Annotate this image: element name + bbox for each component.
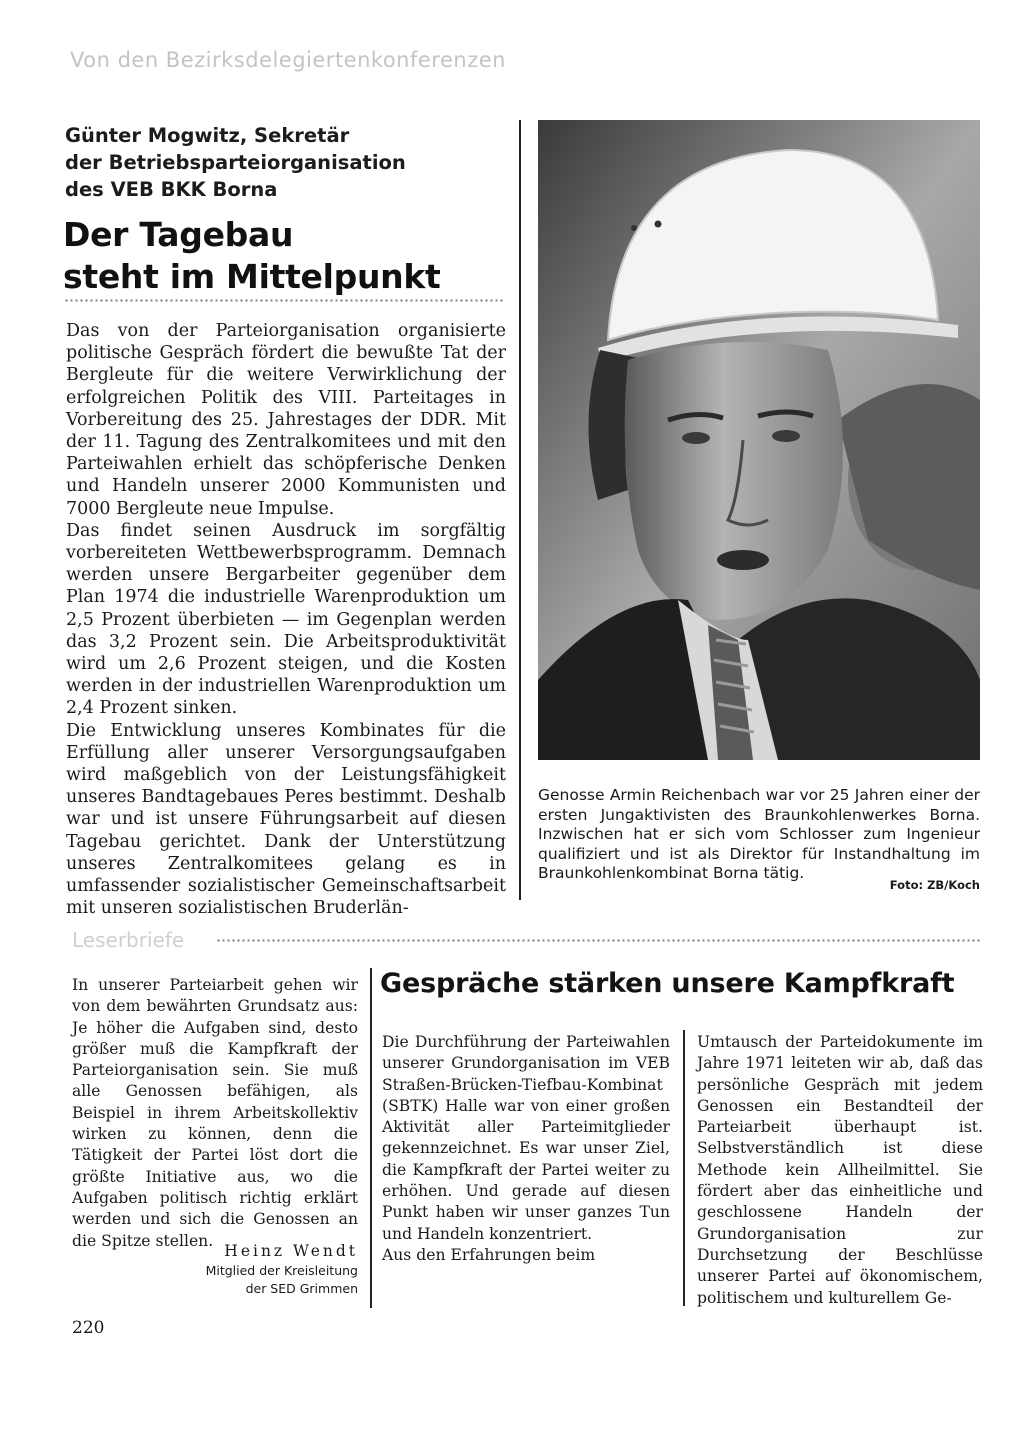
photo-credit: Foto: ZB/Koch xyxy=(889,878,980,892)
news-photo xyxy=(538,120,980,760)
dotted-rule xyxy=(216,938,980,943)
letter-column-2: Umtausch der Parteidokumente im Jahre 1971 leiteten wir ab, daß das persönliche Gespräch mit jedem Genossen ein Bestandteil der Parteiarbeit überhaupt ist. Selbstverständlich ist diese Methode kein Allheilmittel. Sie fördert aber das einheitliche und geschlossene Handeln der Grundorganisation zur Durchsetzung der Beschlüsse unserer Partei auf ökonomischem, politischem und kulturellem Ge- xyxy=(697,1033,983,1307)
role-line: Mitglied der Kreisleitung xyxy=(205,1263,358,1278)
section-header: Von den Bezirksdelegiertenkonferenzen xyxy=(70,48,506,72)
letter-column-1: Die Durchführung der Parteiwahlen unserer Grundorganisation im VEB Straßen-Brücken-Tiefbau-Kombinat (SBTK) Halle war von einer großen Aktivität aller Parteimitglieder gekennzeichnet. Es war unser Ziel, die Kampfkraft der Partei weiter zu erhöhen. Und gerade auf diesen Punkt haben wir unser ganzes Tun und Handeln konzentriert. Aus den Erfahrungen beim xyxy=(382,1033,670,1264)
letter-author: Heinz Wendt xyxy=(224,1242,358,1260)
headline-line: Der Tagebau xyxy=(63,215,294,254)
page-number: 220 xyxy=(72,1318,105,1338)
role-line: der SED Grimmen xyxy=(245,1281,358,1296)
article-headline xyxy=(63,214,513,298)
headline-line: steht im Mittelpunkt xyxy=(63,257,441,296)
letter-author-role xyxy=(100,1262,358,1298)
letters-section-header: Leserbriefe xyxy=(72,928,185,952)
body-paragraph: Die Entwicklung unseres Kombinates für die Erfüllung aller unserer Versorgungsaufgaben wird maßgeblich von der Leistungsfähigkeit unseres Bandtagebaues Peres bestimmt. Deshalb war und ist unsere Führungsarbeit auf diesen Tagebau gerichtet. Dank der Unterstützung unseres Zentralkomitees gelang es in umfassender sozialistischer Gemeinschaftsarbeit mit unseren sozialistischen Bruderlän- xyxy=(66,720,506,919)
column-divider xyxy=(683,1030,685,1306)
byline-line: Günter Mogwitz, Sekretär xyxy=(65,124,350,147)
byline-line: des VEB BKK Borna xyxy=(65,178,278,201)
letter-text: In unserer Parteiarbeit gehen wir von dem bewährten Grundsatz aus: Je höher die Aufgaben sind, desto größer muß die Kampfkraft der Parteiorganisation sein. Sie muß alle Genossen befähigen, als Beispiel in ihrem Arbeitskollektiv wirken zu können, denn die Tätigkeit der Partei löst dort die größte Initiative aus, wo die Aufgaben politisch richtig erklärt werden und sich die Genossen an die Spitze stellen. xyxy=(72,976,358,1250)
column-divider xyxy=(370,968,372,1308)
body-paragraph: Das von der Parteiorganisation organisierte politische Gespräch fördert die bewußte Tat der Bergleute für die weitere Verwirklichung der erfolgreichen Politik des VIII. Parteitages in Vorbereitung des 25. Jahrestages der DDR. Mit der 11. Tagung des Zentralkomitees und mit den Parteiwahlen erhielt das schöpferische Denken und Handeln unserer 2000 Kommunisten und 7000 Bergleute neue Impulse. xyxy=(66,321,506,519)
column-divider xyxy=(519,120,521,900)
author-byline xyxy=(65,122,505,203)
dotted-rule xyxy=(64,298,504,303)
article-body xyxy=(66,320,506,919)
photo-illustration xyxy=(538,120,980,760)
letter-headline: Gespräche stärken unsere Kampfkraft xyxy=(380,968,955,999)
body-paragraph: Das findet seinen Ausdruck im sorgfältig vorbereiteten Wettbewerbsprogramm. Demnach werden unsere Bergarbeiter gegenüber dem Plan 1974 die industrielle Warenproduktion um 2,5 Prozent überbieten — im Gegenplan werden das 3,2 Prozent sein. Die Arbeitsproduktivität wird um 2,6 Prozent steigen, und die Kosten werden in der industriellen Warenproduktion um 2,4 Prozent sinken. xyxy=(66,520,506,719)
photo-caption: Genosse Armin Reichenbach war vor 25 Jahren einer der ersten Jungaktivisten des Braunkohlenwerkes Borna. Inzwischen hat er sich vom Schlosser zum Ingenieur qualifiziert und ist als Direktor für Instandhaltung im Braunkohlenkombinat Borna tätig. xyxy=(538,786,980,882)
byline-line: der Betriebsparteiorganisation xyxy=(65,151,406,174)
